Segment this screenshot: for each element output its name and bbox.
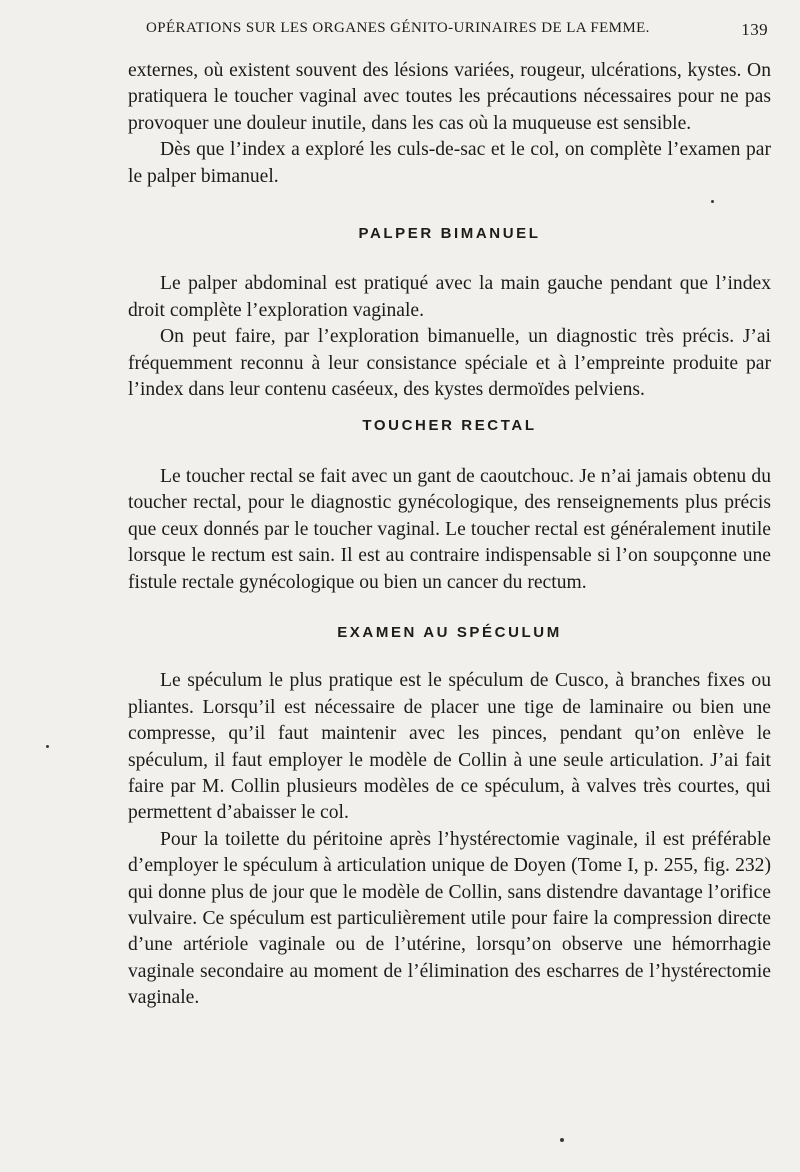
page-number: 139 [741,20,768,39]
paragraph-bimanual-intro: Dès que l’index a exploré les culs-de-sac et le col, on complète l’examen par le palper bimanuel. [128,139,771,187]
page-body [128,58,771,1012]
section-heading-toucher-rectal: TOUCHER RECTAL [362,417,537,435]
print-speck [711,200,714,203]
running-title: OPÉRATIONS SUR LES ORGANES GÉNITO-URINAIRES DE LA FEMME. [146,20,650,36]
section-heading-examen-speculum: EXAMEN AU SPÉCULUM [337,623,562,641]
paragraph-diagnostic: On peut faire, par l’exploration bimanuelle, un diagnostic très précis. J’ai fréquemment reconnu à leur consistance spéciale et à l’empreinte produite par l’index dans leur contenu caséeux, des kystes dermoïdes pelviens. [128,326,771,401]
print-speck [560,1138,564,1142]
paragraph-speculum-doyen: Pour la toilette du péritoine après l’hystérectomie vaginale, il est préférable d’employer le spéculum à articulation unique de Doyen (Tome I, p. 255, fig. 232) qui donne plus de jour que le modèle de Collin, sans distendre davantage l’orifice vulvaire. Ce spéculum est particulièrement utile pour faire la compression directe d’une artériole vaginale ou de l’utérine, lorsqu’on observe une hémorrhagie vaginale secondaire au moment de l’élimination des escharres de l’hystérectomie vaginale. [128,828,771,1009]
paragraph-toucher-rectal: Le toucher rectal se fait avec un gant de caoutchouc. Je n’ai jamais obtenu du toucher rectal, pour le diagnostic gynécologique, des renseignements plus précis que ceux donnés par le toucher vaginal. Le toucher rectal est généralement inutile lorsque le rectum est sain. Il est au contraire indispensable si l’on soupçonne une fistule rectale gynécologique ou bien un cancer du rectum. [128,465,771,593]
section-heading-palper-bimanuel: PALPER BIMANUEL [358,225,541,243]
paragraph-continued: externes, où existent souvent des lésions variées, rougeur, ulcérations, kystes. On pratiquera le toucher vaginal avec toutes les précautions nécessaires pour ne pas provoquer une douleur inutile, dans les cas où la muqueuse est sensible. [128,60,771,134]
print-speck [46,745,49,748]
paragraph-speculum-cusco: Le spéculum le plus pratique est le spéculum de Cusco, à branches fixes ou pliantes. Lorsqu’il est nécessaire de placer une tige de laminaire ou bien une compresse, qu’il faut maintenir avec les pinces, pendant qu’on enlève le spéculum, il faut employer le modèle de Collin à une seule articulation. J’ai fait faire par M. Collin plusieurs modèles de ce spéculum, à valves très courtes, qui permettent d’abaisser le col. [128,670,771,824]
paragraph-palper-abdominal: Le palper abdominal est pratiqué avec la main gauche pendant que l’index droit complète l’exploration vaginale. [128,273,771,321]
